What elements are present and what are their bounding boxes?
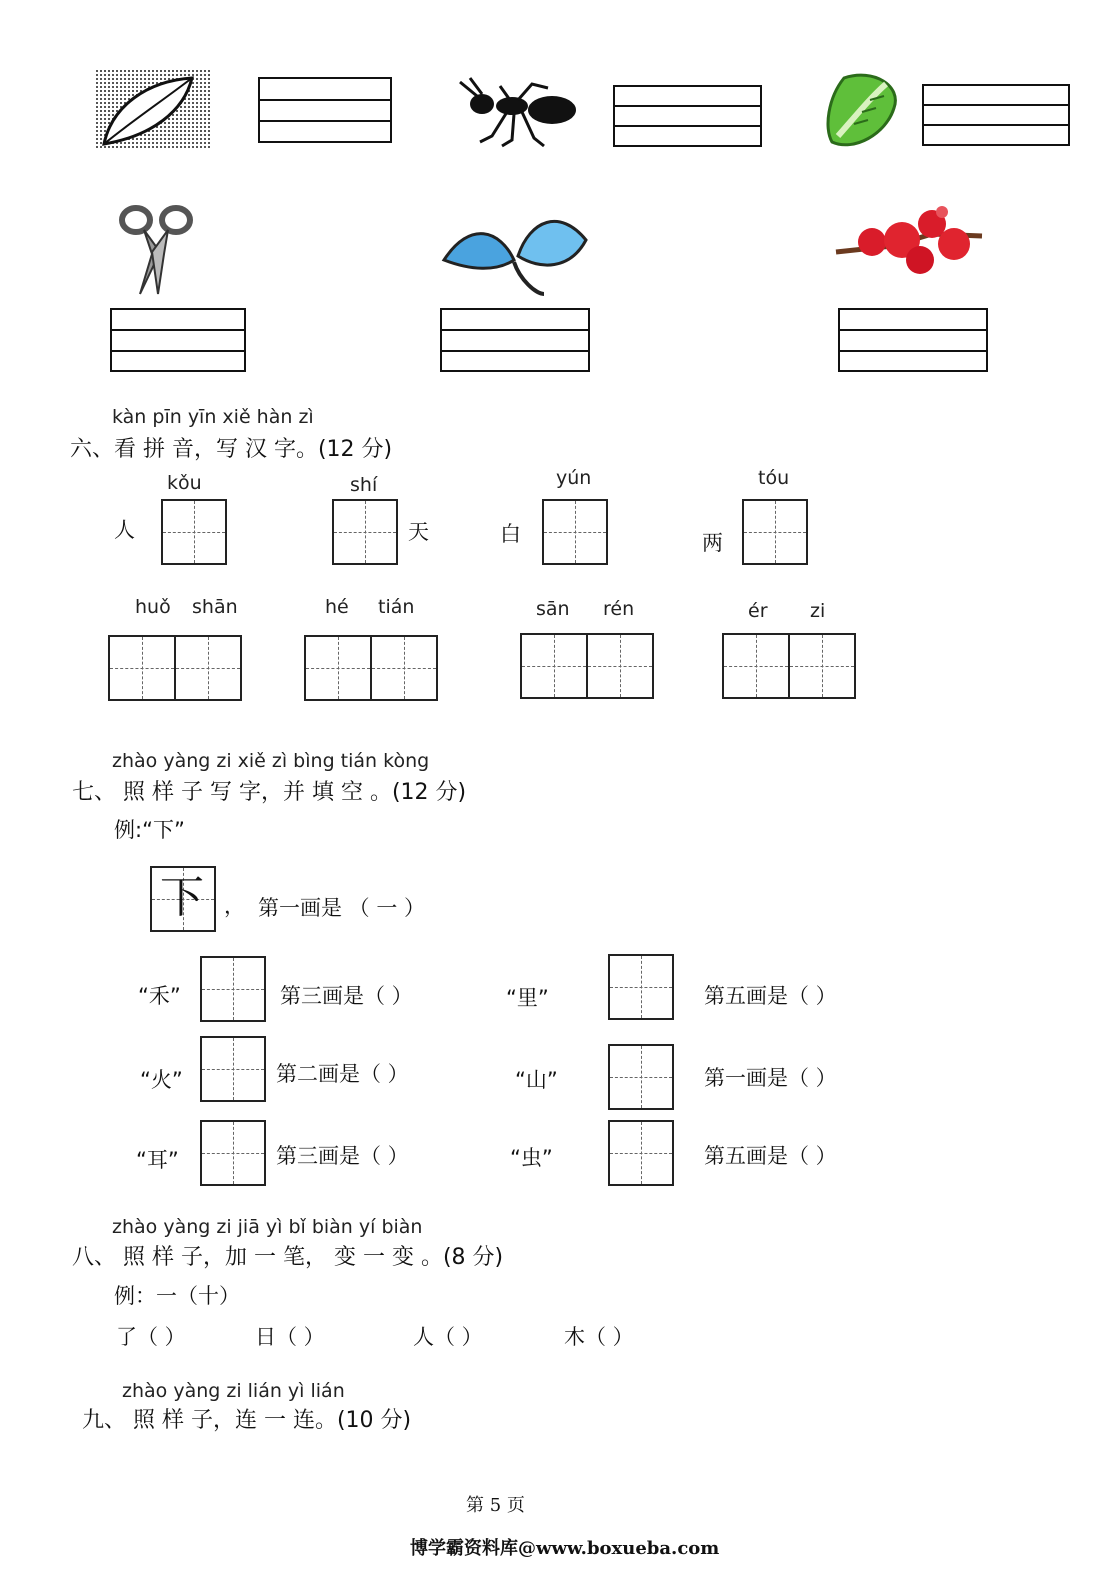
q1-before: 人 xyxy=(114,518,135,542)
page-number: 第 5 页 xyxy=(466,1495,525,1516)
stroke-q3-char: “火” xyxy=(140,1068,183,1092)
section8-title: 八、 照 样 子，加 一 笔， 变 一 变 。(8 分) xyxy=(72,1245,504,1270)
q2-pinyin: shí xyxy=(350,474,378,496)
w4-writing-box[interactable] xyxy=(722,633,856,699)
stroke-q1-char: “禾” xyxy=(138,984,181,1008)
cabbage-picture xyxy=(824,68,904,152)
stroke-q5-char: “耳” xyxy=(136,1148,179,1172)
w1-pinyin-1: huǒ xyxy=(135,596,171,618)
example-char: 下 xyxy=(160,872,204,923)
section6-pinyin: kàn pīn yīn xiě hàn zì xyxy=(112,406,314,428)
writing-lines-scissors[interactable] xyxy=(110,308,246,372)
add-stroke-item-2[interactable]: 日（ ） xyxy=(255,1325,325,1349)
section8-pinyin: zhào yàng zi jiā yì bǐ biàn yí biàn xyxy=(112,1216,423,1238)
q4-before: 两 xyxy=(702,531,723,555)
section7-title: 七、 照 样 子 写 字，并 填 空 。(12 分) xyxy=(72,780,467,805)
scissors-picture xyxy=(116,202,198,298)
section7-pinyin: zhào yàng zi xiě zì bìng tián kòng xyxy=(112,750,430,772)
stroke-q5-text[interactable]: 第三画是（ ） xyxy=(276,1144,409,1168)
q2-after: 天 xyxy=(408,520,429,544)
plum-blossom-picture xyxy=(832,200,998,280)
w3-writing-box[interactable] xyxy=(520,633,654,699)
stroke-q6-char: “虫” xyxy=(510,1146,553,1170)
section7-example-label: 例:“下” xyxy=(114,818,185,842)
stroke-q2-char: “里” xyxy=(506,986,549,1010)
add-stroke-item-3[interactable]: 人（ ） xyxy=(413,1325,483,1349)
stroke-q4-box[interactable] xyxy=(608,1044,674,1110)
stroke-q1-text[interactable]: 第三画是（ ） xyxy=(280,984,413,1008)
section9-pinyin: zhào yàng zi lián yì lián xyxy=(122,1380,345,1402)
w2-pinyin-1: hé xyxy=(325,596,349,618)
w3-pinyin-1: sān xyxy=(536,598,570,620)
stroke-q1-box[interactable] xyxy=(200,956,266,1022)
section6-title: 六、看 拼 音，写 汉 字。(12 分) xyxy=(70,437,393,462)
butterfly-picture xyxy=(440,210,590,298)
example-answer: 第一画是 （ 一 ） xyxy=(258,896,426,920)
example-comma: ， xyxy=(224,894,245,918)
writing-lines-butterfly[interactable] xyxy=(440,308,590,372)
w1-writing-box[interactable] xyxy=(108,635,242,701)
source-watermark: 博学霸资料库@www.boxueba.com xyxy=(410,1538,720,1559)
section8-example: 例：一（十） xyxy=(114,1284,240,1308)
add-stroke-item-4[interactable]: 木（ ） xyxy=(564,1325,634,1349)
q2-writing-box[interactable] xyxy=(332,499,398,565)
stroke-q6-text[interactable]: 第五画是（ ） xyxy=(704,1144,837,1168)
stroke-q2-box[interactable] xyxy=(608,954,674,1020)
stroke-q4-text[interactable]: 第一画是（ ） xyxy=(704,1066,837,1090)
stroke-q3-text[interactable]: 第二画是（ ） xyxy=(276,1062,409,1086)
writing-lines-ant[interactable] xyxy=(613,85,762,147)
stroke-q6-box[interactable] xyxy=(608,1120,674,1186)
q3-writing-box[interactable] xyxy=(542,499,608,565)
stroke-q3-box[interactable] xyxy=(200,1036,266,1102)
leaf-picture xyxy=(92,66,212,152)
ant-picture xyxy=(452,76,586,148)
stroke-q5-box[interactable] xyxy=(200,1120,266,1186)
q1-writing-box[interactable] xyxy=(161,499,227,565)
section9-title: 九、 照 样 子，连 一 连。(10 分) xyxy=(82,1408,412,1433)
w4-pinyin-1: ér xyxy=(748,600,768,622)
add-stroke-item-1[interactable]: 了（ ） xyxy=(116,1325,186,1349)
q4-writing-box[interactable] xyxy=(742,499,808,565)
w2-writing-box[interactable] xyxy=(304,635,438,701)
w2-pinyin-2: tián xyxy=(378,596,415,618)
writing-lines-plum[interactable] xyxy=(838,308,988,372)
w3-pinyin-2: rén xyxy=(603,598,635,620)
w4-pinyin-2: zi xyxy=(810,600,826,622)
writing-lines-cabbage[interactable] xyxy=(922,84,1070,146)
q1-pinyin: kǒu xyxy=(167,472,202,494)
example-char-box xyxy=(150,866,216,932)
q4-pinyin: tóu xyxy=(758,467,790,489)
w1-pinyin-2: shān xyxy=(192,596,238,618)
writing-lines-leaf[interactable] xyxy=(258,77,392,143)
q3-before: 白 xyxy=(500,522,521,546)
stroke-q4-char: “山” xyxy=(515,1068,558,1092)
stroke-q2-text[interactable]: 第五画是（ ） xyxy=(704,984,837,1008)
q3-pinyin: yún xyxy=(556,467,592,489)
